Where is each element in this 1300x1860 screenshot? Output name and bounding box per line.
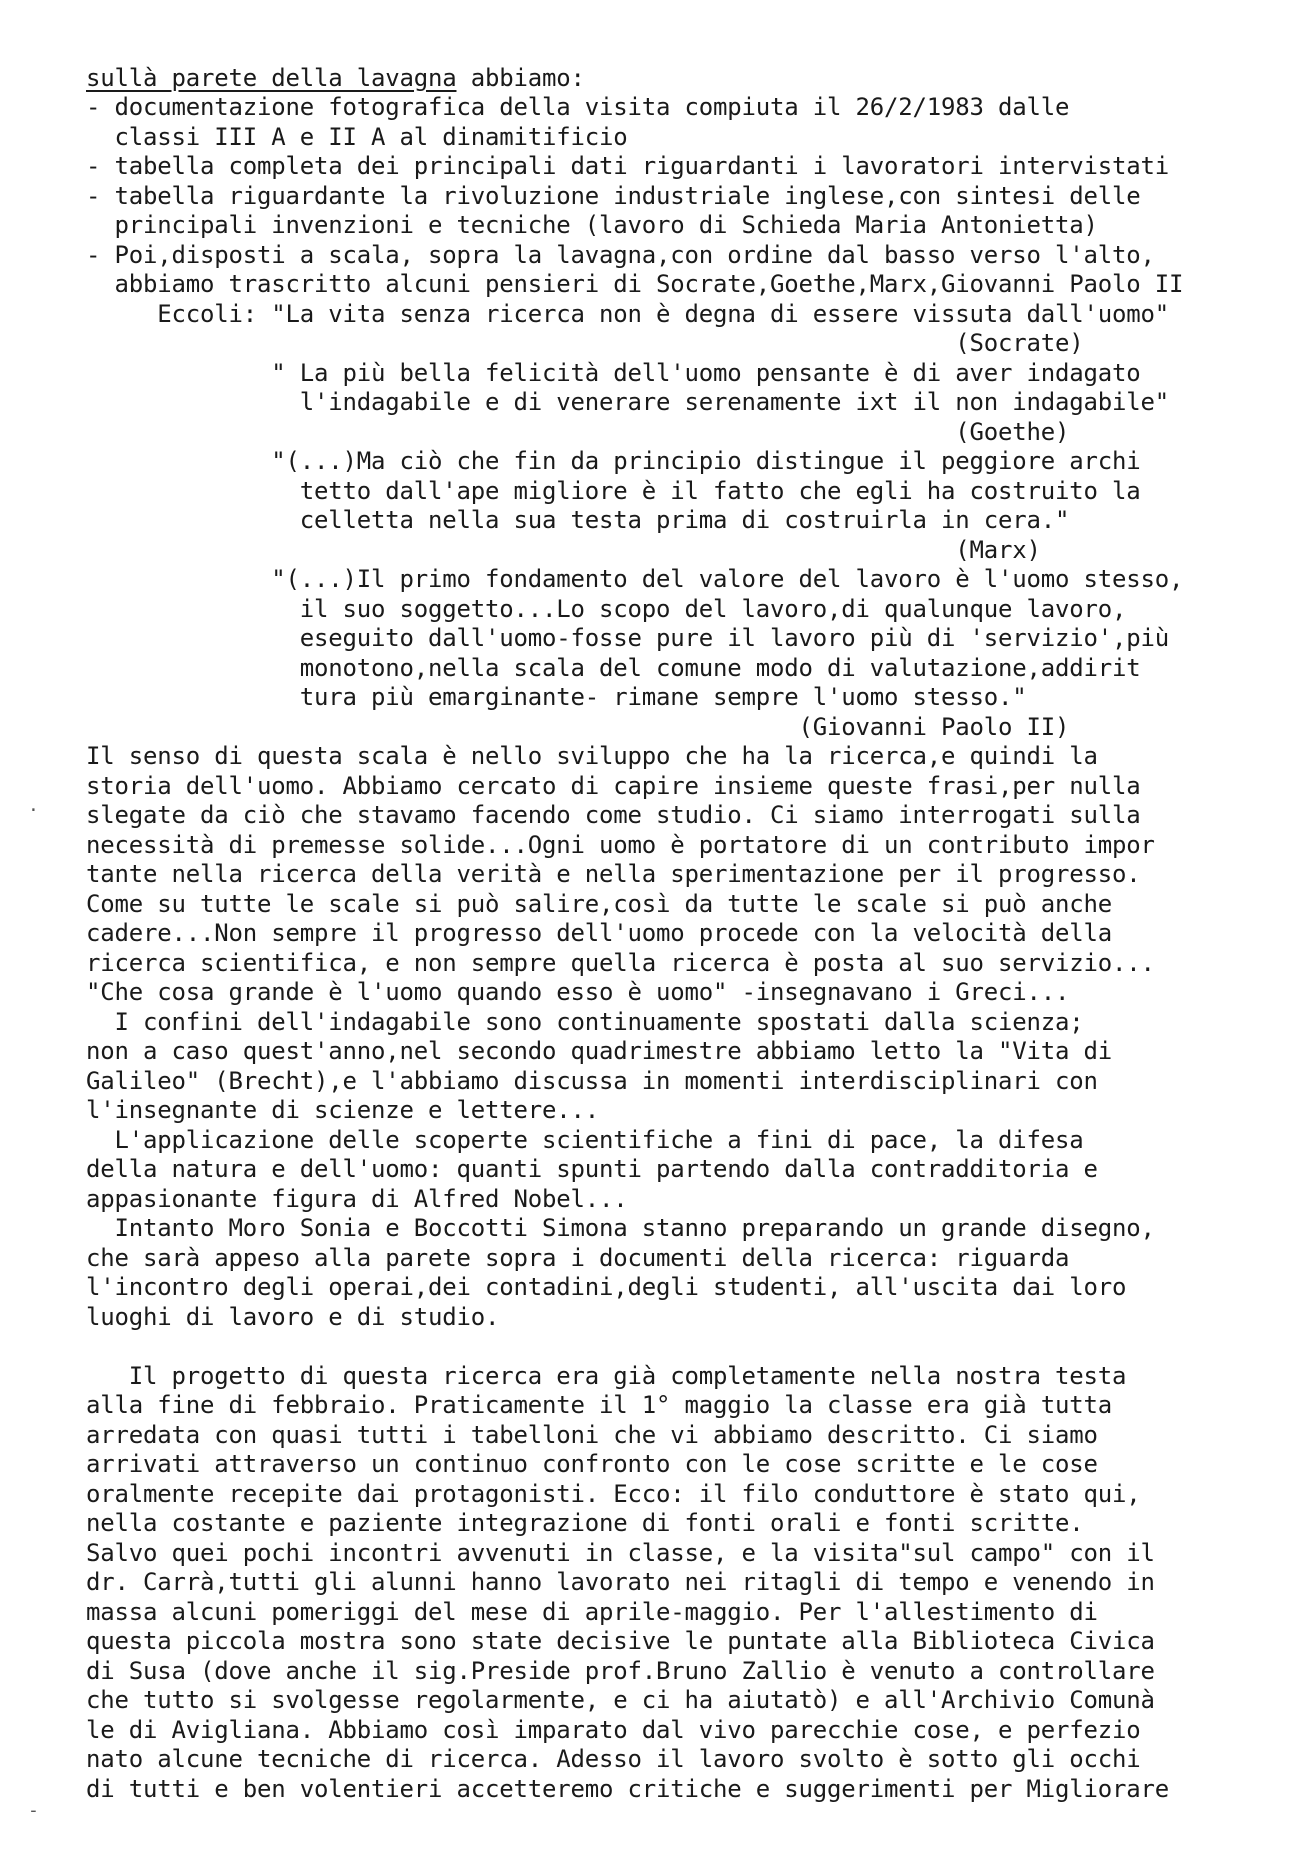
text-line: appasionante figura di Alfred Nobel... (86, 1184, 628, 1213)
text-line: (Socrate) (86, 329, 1084, 357)
text-line: - Poi,disposti a scala, sopra la lavagna,con ordine dal basso verso l'alto, (86, 240, 1155, 269)
margin-mark: - (28, 1800, 39, 1821)
text-line: nella costante e paziente integrazione di fonti orali e fonti scritte. (86, 1509, 1084, 1537)
text-line: l'indagabile e di venerare serenamente ixt il non indagabile" (86, 388, 1169, 416)
text-line: Come su tutte le scale si può salire,così da tutte le scale si può anche (86, 889, 1112, 918)
text-line: Intanto Moro Sonia e Boccotti Simona stanno preparando un grande disegno, (86, 1214, 1155, 1242)
text-line: tante nella ricerca della verità e nella sperimentazione per il progresso. (86, 860, 1141, 888)
text-line: (Goethe) (86, 417, 1070, 446)
text-line: (Marx) (86, 535, 1041, 564)
text-line: tura più emarginante- rimane sempre l'uomo stesso." (86, 683, 1027, 711)
text-line: Eccoli: "La vita senza ricerca non è degna di essere vissuta dall'uomo" (86, 299, 1169, 328)
text-line: necessità di premesse solide...Ogni uomo è portatore di un contributo impor (86, 830, 1155, 859)
text-line: Galileo" (Brecht),e l'abbiamo discussa in momenti interdisciplinari con (86, 1066, 1098, 1095)
text-line: " La più bella felicità dell'uomo pensante è di aver indagato (86, 358, 1141, 387)
text-line: di tutti e ben volentieri accetteremo critiche e suggerimenti per Migliorare (86, 1774, 1169, 1803)
text-line: - tabella completa dei principali dati riguardanti i lavoratori intervistati (86, 152, 1169, 180)
text-line: le di Avigliana. Abbiamo così imparato dal vivo parecchie cose, e perfezio (86, 1715, 1141, 1744)
text-line: massa alcuni pomeriggi del mese di aprile-maggio. Per l'allestimento di (86, 1597, 1098, 1626)
text-line: Salvo quei pochi incontri avvenuti in classe, e la visita"sul campo" con il (86, 1538, 1155, 1567)
text-line: il suo soggetto...Lo scopo del lavoro,di qualunque lavoro, (86, 594, 1127, 623)
text-line: cadere...Non sempre il progresso dell'uomo procede con la velocità della (86, 919, 1112, 947)
text-line: alla fine di febbraio. Praticamente il 1° maggio la classe era già tutta (86, 1391, 1112, 1419)
text-line: di Susa (dove anche il sig.Preside prof.Bruno Zallio è venuto a controllare (86, 1656, 1155, 1685)
text-line: ricerca scientifica, e non sempre quella ricerca è posta al suo servizio... (86, 948, 1155, 977)
text-line: classi III A e II A al dinamitificio (86, 122, 628, 151)
text-line: celletta nella sua testa prima di costruirla in cera." (86, 506, 1070, 534)
text-line: monotono,nella scala del comune modo di valutazione,addirit (86, 653, 1141, 682)
text-line: oralmente recepite dai protagonisti. Ecco: il filo conduttore è stato qui, (86, 1479, 1141, 1508)
text-line: luoghi di lavoro e di studio. (86, 1302, 500, 1331)
text-line: arredata con quasi tutti i tabelloni che vi abbiamo descritto. Ci siamo (86, 1420, 1098, 1449)
heading-line (86, 64, 585, 93)
heading-rest: abbiamo: (456, 64, 585, 92)
text-line: I confini dell'indagabile sono continuamente spostati dalla scienza; (86, 1007, 1084, 1036)
text-line: l'insegnante di scienze e lettere... (86, 1096, 599, 1124)
text-line: della natura e dell'uomo: quanti spunti partendo dalla contradditoria e (86, 1155, 1098, 1183)
margin-mark: · (28, 800, 39, 821)
text-line: che sarà appeso alla parete sopra i documenti della ricerca: riguarda (86, 1243, 1070, 1272)
text-line: (Giovanni Paolo II) (86, 712, 1070, 741)
text-line: L'applicazione delle scoperte scientifiche a fini di pace, la difesa (86, 1125, 1084, 1154)
text-line: Il senso di questa scala è nello sviluppo che ha la ricerca,e quindi la (86, 742, 1098, 770)
text-line: nato alcune tecniche di ricerca. Adesso il lavoro svolto è sotto gli occhi (86, 1745, 1141, 1773)
text-line: arrivati attraverso un continuo confronto con le cose scritte e le cose (86, 1450, 1098, 1478)
text-line: - tabella riguardante la rivoluzione industriale inglese,con sintesi delle (86, 181, 1141, 210)
text-line: dr. Carrà,tutti gli alunni hanno lavorato nei ritagli di tempo e venendo in (86, 1568, 1155, 1596)
text-line: slegate da ciò che stavamo facendo come studio. Ci siamo interrogati sulla (86, 801, 1141, 829)
text-line: che tutto si svolgesse regolarmente, e ci ha aiutatò) e all'Archivio Comunà (86, 1686, 1155, 1714)
text-line: - documentazione fotografica della visita compiuta il 26/2/1983 dalle (86, 93, 1070, 121)
text-line: "(...)Il primo fondamento del valore del lavoro è l'uomo stesso, (86, 565, 1184, 593)
text-line: "Che cosa grande è l'uomo quando esso è uomo" -insegnavano i Greci... (86, 978, 1070, 1006)
text-line: l'incontro degli operai,dei contadini,degli studenti, all'uscita dai loro (86, 1273, 1127, 1301)
text-line: tetto dall'ape migliore è il fatto che egli ha costruito la (86, 476, 1141, 505)
text-line: abbiamo trascritto alcuni pensieri di Socrate,Goethe,Marx,Giovanni Paolo II (86, 270, 1184, 298)
text-line: questa piccola mostra sono state decisive le puntate alla Biblioteca Civica (86, 1627, 1155, 1655)
text-line: eseguito dall'uomo-fosse pure il lavoro più di 'servizio',più (86, 624, 1169, 652)
text-line: storia dell'uomo. Abbiamo cercato di capire insieme queste frasi,per nulla (86, 771, 1141, 800)
text-line: non a caso quest'anno,nel secondo quadrimestre abbiamo letto la "Vita di (86, 1037, 1112, 1065)
heading-underlined: sullà parete della lavagna (86, 64, 457, 92)
text-line: Il progetto di questa ricerca era già completamente nella nostra testa (86, 1361, 1127, 1390)
text-line: "(...)Ma ciò che fin da principio distingue il peggiore archi (86, 447, 1141, 475)
text-line: principali invenzioni e tecniche (lavoro di Schieda Maria Antonietta) (86, 211, 1098, 239)
